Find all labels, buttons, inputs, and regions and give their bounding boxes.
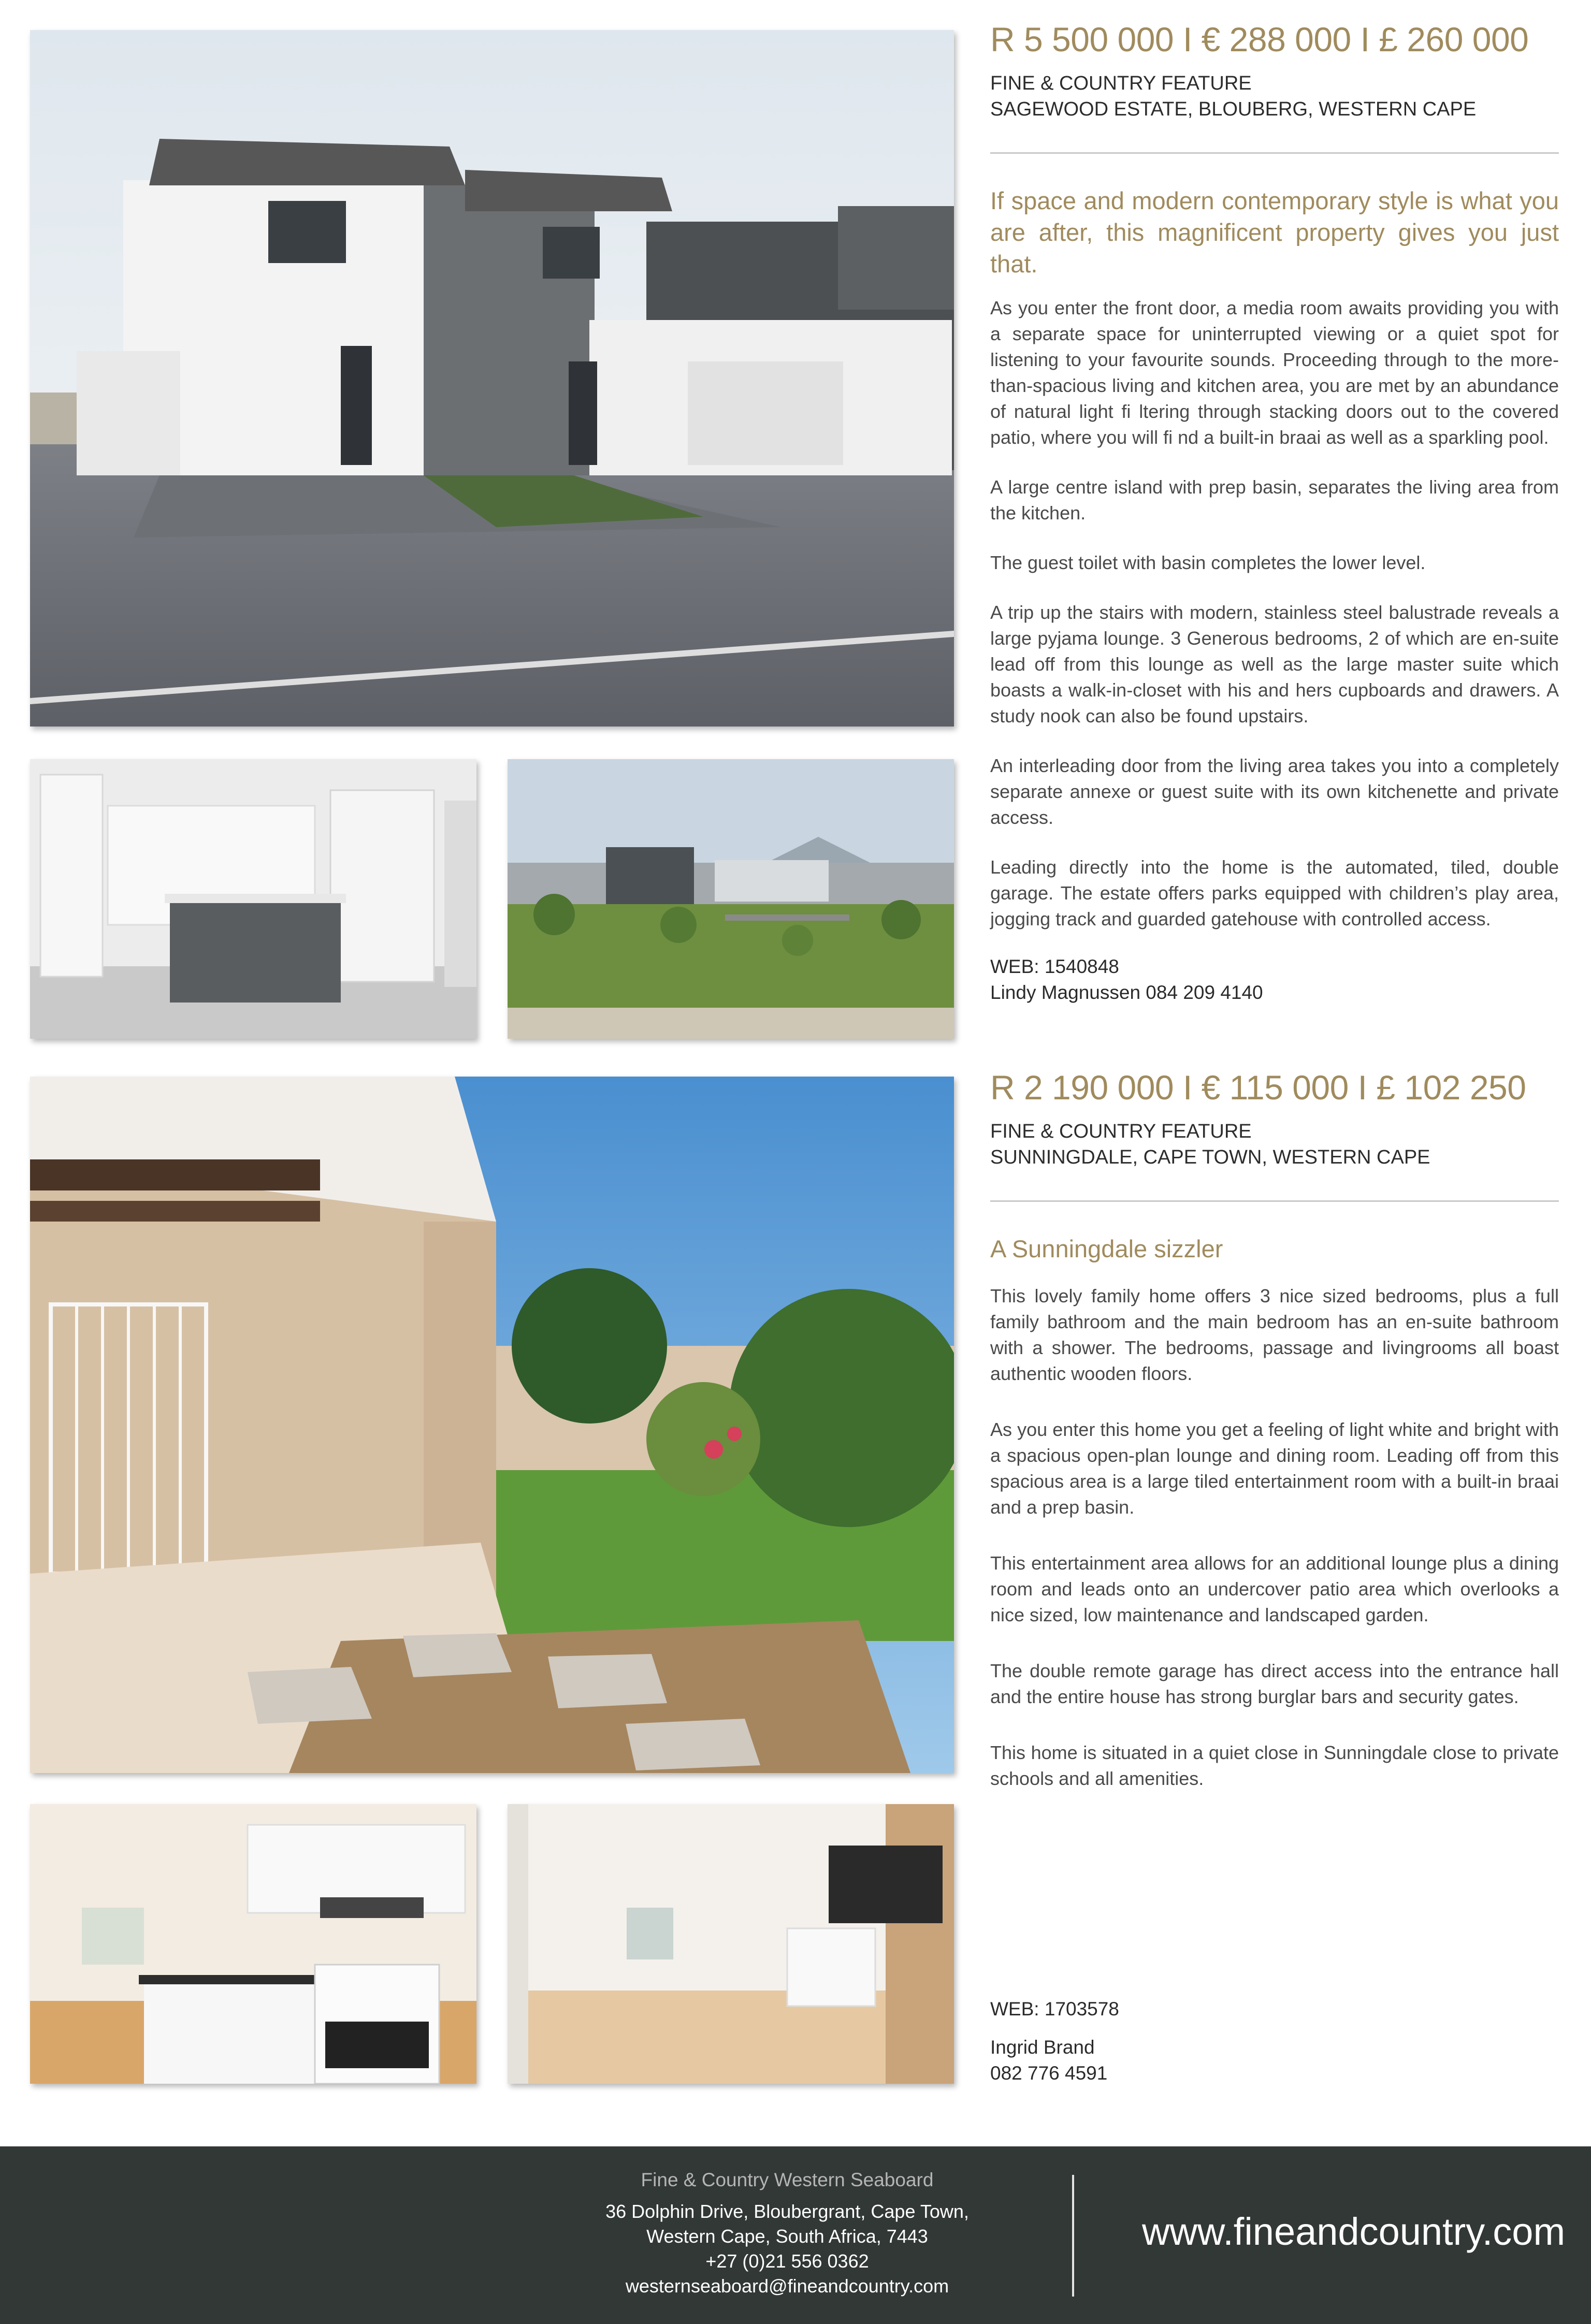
- listing2-paragraph: This entertainment area allows for an additional lounge plus a dining room and leads onto an undercover patio area which overlooks a nice sized, low maintenance and landscaped garden.: [990, 1552, 1559, 1625]
- footer-website-link[interactable]: www.fineandcountry.com: [1142, 2210, 1566, 2253]
- listing1-estate-park-photo: [508, 759, 954, 1039]
- listing2-paragraph: This lovely family home offers 3 nice sized bedrooms, plus a full family bathroom and the main bedroom has an en-suite bathroom with a shower. The bedrooms, passage and livingrooms all boast authentic wooden floors.: [990, 1285, 1559, 1384]
- listing1-paragraph: The guest toilet with basin completes the lower level.: [990, 552, 1426, 573]
- listing2-main-photo-patio-garden: [30, 1077, 954, 1773]
- footer-contact-block: [528, 2167, 1046, 2299]
- listing2-entertainment-room-photo: [508, 1804, 954, 2084]
- listing1-headline: If space and modern contemporary style is what you are after, this magnificent property gives you just that.: [990, 187, 1559, 278]
- listing2-divider: [990, 1200, 1559, 1202]
- listing2-paragraph: As you enter this home you get a feeling of light white and bright with a spacious open-plan lounge and dining room. Leading off from this spacious area is a large tiled entertainment room with a built-in braai and a prep basin.: [990, 1419, 1559, 1518]
- listing1-price: R 5 500 000 I € 288 000 I £ 260 000: [990, 20, 1529, 59]
- listing2-web-ref: WEB: 1703578: [990, 1998, 1119, 2020]
- footer-address-line1: 36 Dolphin Drive, Bloubergrant, Cape Town,: [605, 2201, 969, 2222]
- listing1-paragraph: A trip up the stairs with modern, stainless steel balustrade reveals a large pyjama lounge. 3 Generous bedrooms, 2 of which are en-suite lead off from this lounge as well as the large master suite which boasts a walk-in-closet with his and hers cupboards and drawers. A study nook can also be found upstairs.: [990, 602, 1559, 727]
- footer-address-line2: Western Cape, South Africa, 7443: [646, 2226, 928, 2247]
- listing2-agent-phone: 082 776 4591: [990, 2062, 1108, 2084]
- listing2-paragraph: The double remote garage has direct access into the entrance hall and the entire house has strong burglar bars and security gates.: [990, 1660, 1559, 1707]
- listing1-main-photo-house-exterior: [30, 30, 954, 727]
- listing2-feature-label: FINE & COUNTRY FEATURE: [990, 1121, 1252, 1142]
- listing1-web-ref: WEB: 1540848: [990, 956, 1119, 977]
- listing2-paragraph: This home is situated in a quiet close in Sunningdale close to private schools and all amenities.: [990, 1742, 1559, 1789]
- footer: [0, 2146, 1591, 2324]
- footer-company-name: Fine & Country Western Seaboard: [641, 2169, 934, 2190]
- listing1-paragraph: Leading directly into the home is the automated, tiled, double garage. The estate offers parks equipped with children’s play area, jogging track and guarded gatehouse with controlled access.: [990, 856, 1559, 929]
- listing2-details: [990, 1068, 1559, 1792]
- listing2-price: R 2 190 000 I € 115 000 I £ 102 250: [990, 1068, 1526, 1107]
- listing1-paragraph: An interleading door from the living area takes you into a completely separate annexe or guest suite with its own kitchenette and private access.: [990, 755, 1559, 828]
- listing1-kitchen-photo: [30, 759, 476, 1039]
- listing2-headline: A Sunningdale sizzler: [990, 1235, 1223, 1262]
- listing1-location: SAGEWOOD ESTATE, BLOUBERG, WESTERN CAPE: [990, 98, 1477, 120]
- listing1-feature-label: FINE & COUNTRY FEATURE: [990, 72, 1252, 94]
- footer-phone: +27 (0)21 556 0362: [705, 2250, 869, 2272]
- listing2-contact: [990, 1996, 1559, 2086]
- listing2-kitchen-photo: [30, 1804, 476, 2084]
- footer-divider: [1072, 2175, 1074, 2297]
- listing1-agent: Lindy Magnussen 084 209 4140: [990, 982, 1263, 1003]
- listing1-details: [990, 20, 1559, 1006]
- listing2-location: SUNNINGDALE, CAPE TOWN, WESTERN CAPE: [990, 1146, 1430, 1168]
- listing2-agent-name: Ingrid Brand: [990, 2037, 1095, 2058]
- footer-email-link[interactable]: westernseaboard@fineandcountry.com: [625, 2275, 949, 2297]
- listing1-paragraph: As you enter the front door, a media room awaits providing you with a separate space for uninterrupted viewing or a quiet spot for listening to your favourite sounds. Proceeding through to the more-than-spacious living and kitchen area, you are met by an abundance of natural light fi ltering through stacking doors out to the covered patio, where you will fi nd a built-in braai as well as a sparkling pool.: [990, 297, 1559, 448]
- listing1-paragraph: A large centre island with prep basin, separates the living area from the kitchen.: [990, 476, 1559, 524]
- listing1-divider: [990, 152, 1559, 154]
